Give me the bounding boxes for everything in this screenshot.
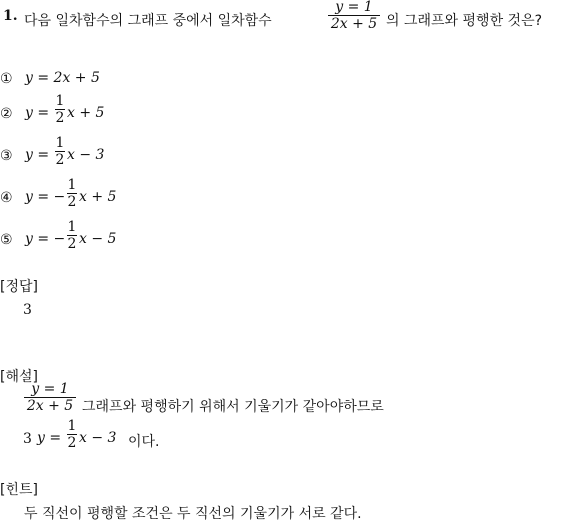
answer-heading: [정답] [0,279,38,295]
choice-2-fraction [55,94,65,126]
choice-1-expression: y = 2x + 5 [25,70,100,86]
choice-4-rhs: x + 5 [79,189,117,205]
hint-heading: [힌트] [0,482,38,498]
choice-5-fraction-denominator: 2 [67,236,77,252]
choice-3-fraction-numerator: 1 [55,135,65,151]
explanation-line-2-fraction [67,419,77,451]
explanation-fraction [24,382,76,414]
choice-2-marker: ② [0,106,13,122]
answer-value: 3 [23,302,32,318]
choice-4-fraction-numerator: 1 [67,177,77,193]
choice-3-marker: ③ [0,148,13,164]
choice-5-lhs: y = − [25,231,66,247]
question-text-after: 의 그래프와 평행한 것은? [386,13,543,29]
explanation-line-2-prefix: 3 [23,431,32,447]
explanation-line-2-fraction-denominator: 2 [67,435,77,451]
choice-2-fraction-numerator: 1 [55,93,65,109]
choice-2-lhs: y = [25,105,50,121]
choice-5-fraction-numerator: 1 [67,219,77,235]
choice-5-fraction [67,220,77,252]
choice-4-marker: ④ [0,190,13,206]
explanation-line-1: 그래프와 평행하기 위해서 기울기가 같아야하므로 [82,399,384,415]
question-text: 다음 일차함수의 그래프 중에서 일차함수 [24,13,272,29]
explanation-fraction-numerator: y = 1 [31,381,69,397]
choice-1-marker: ① [0,71,13,87]
choice-2-rhs: x + 5 [67,105,105,121]
choice-4-fraction-denominator: 2 [67,194,77,210]
explanation-line-2-fraction-numerator: 1 [67,418,77,434]
question-fraction-denominator: 2x + 5 [330,16,378,32]
hint-text: 두 직선이 평행할 조건은 두 직선의 기울기가 서로 같다. [24,506,362,522]
choice-3-lhs: y = [25,147,50,163]
explanation-line-2-lhs: y = [37,430,62,446]
choice-3-fraction [55,136,65,168]
question-fraction-numerator: y = 1 [335,0,373,15]
explanation-line-2-rhs: x − 3 [79,430,117,446]
choice-3-rhs: x − 3 [67,147,105,163]
explanation-fraction-denominator: 2x + 5 [26,398,74,414]
choice-4-fraction [67,178,77,210]
explanation-heading: [해설] [0,369,38,385]
choice-5-marker: ⑤ [0,232,13,248]
question-number: 1. [3,8,18,24]
choice-4-lhs: y = − [25,189,66,205]
choice-5-rhs: x − 5 [79,231,117,247]
choice-2-fraction-denominator: 2 [55,110,65,126]
explanation-line-2-suffix: 이다. [128,434,160,450]
question-fraction [328,0,380,32]
choice-3-fraction-denominator: 2 [55,152,65,168]
